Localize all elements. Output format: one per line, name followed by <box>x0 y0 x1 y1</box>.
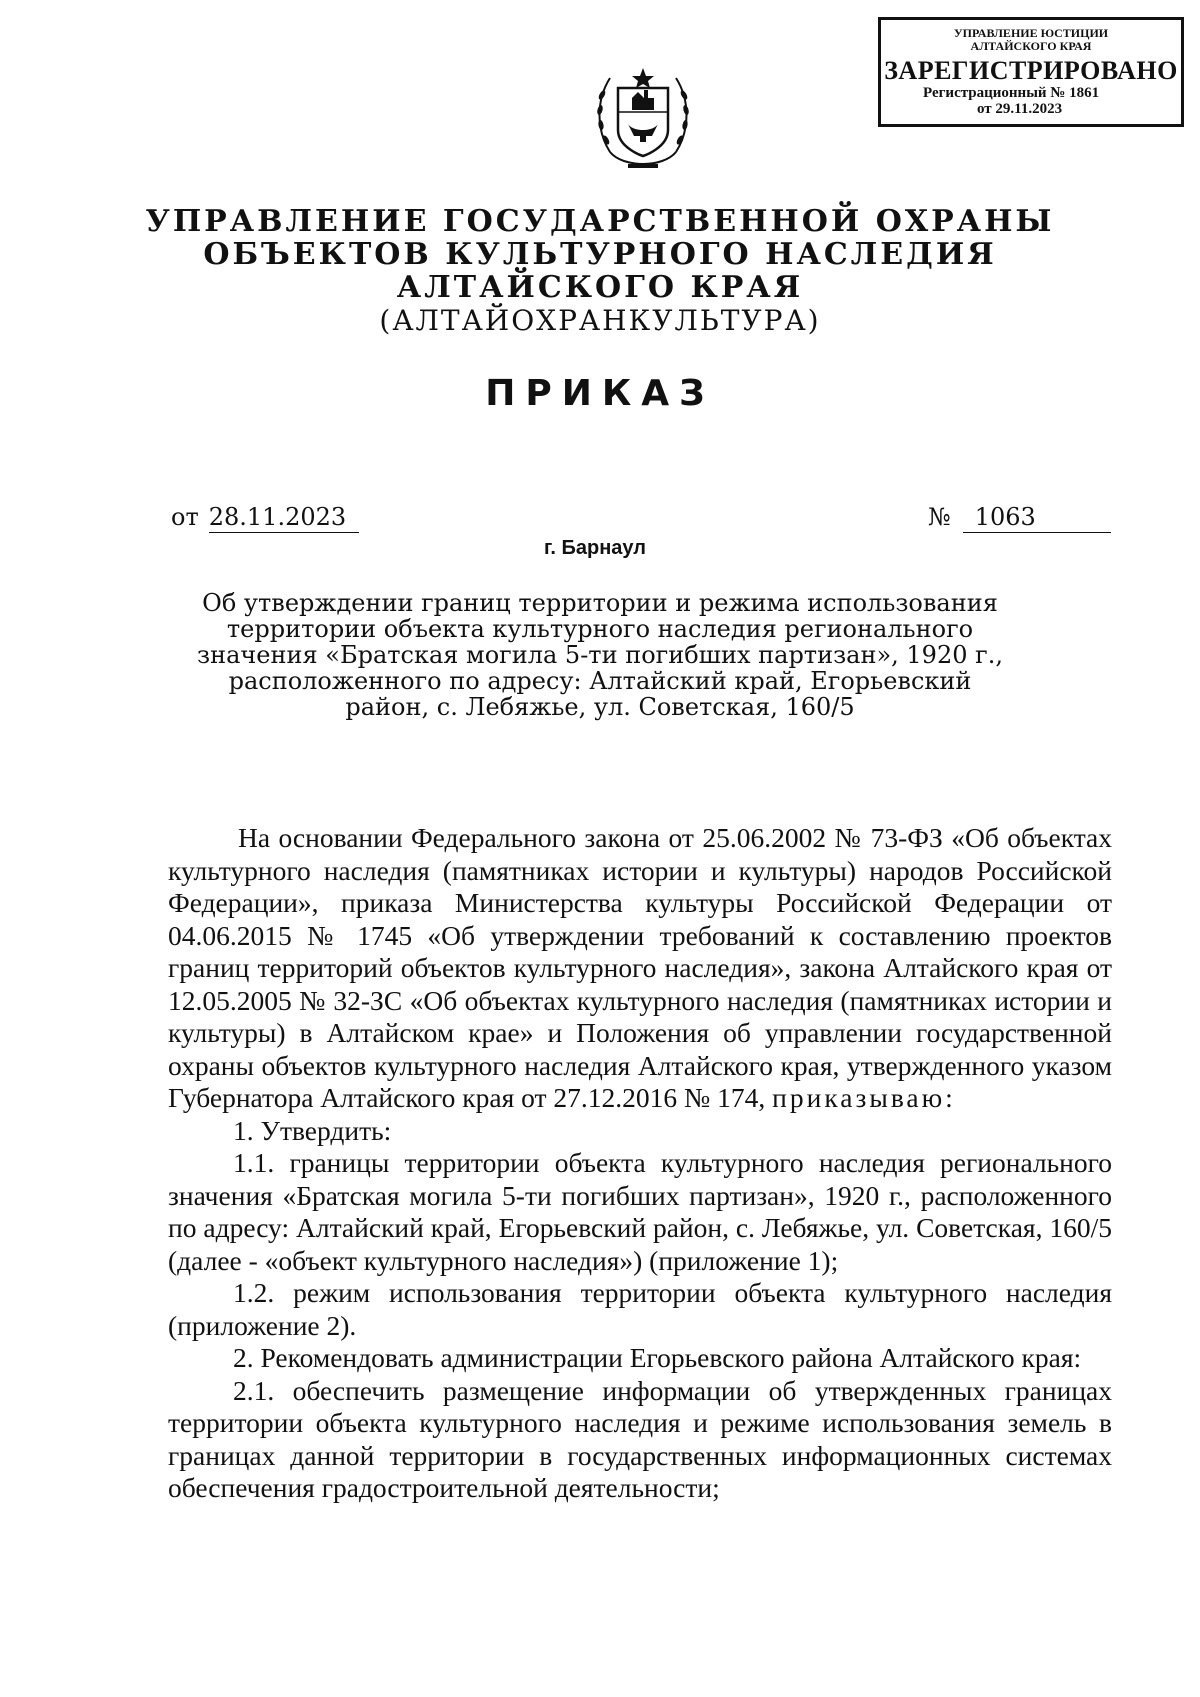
city-name: г. Барнаул <box>544 537 646 559</box>
item-1-1: 1.1. границы территории объекта культурного наследия регионального значения «Братская могила 5-ти погибших партизан», 1920 г., расположенного по адресу: Алтайский край, Егорьевский район, с. Лебяжье, ул. Советская, 160/5 (далее - «объект культурного наследия») (приложение 1); <box>168 1147 1112 1276</box>
stamp-status: ЗАРЕГИСТРИРОВАНО <box>884 56 1178 85</box>
number-prefix: № <box>928 503 951 531</box>
stamp-authority-line1: УПРАВЛЕНИЕ ЮСТИЦИИ <box>953 26 1109 40</box>
registration-stamp <box>878 17 1184 127</box>
order-date <box>171 503 359 533</box>
org-name-line1: УПРАВЛЕНИЕ ГОСУДАРСТВЕННОЙ ОХРАНЫ <box>145 204 1055 239</box>
stamp-reg-date: от 29.11.2023 <box>977 101 1063 117</box>
document-type-title: ПРИКАЗ <box>485 373 715 414</box>
subject-line4: расположенного по адресу: Алтайский край, Егорьевский <box>228 667 972 695</box>
subject-line1: Об утверждении границ территории и режима использования <box>202 589 998 617</box>
organization-name <box>0 205 1200 337</box>
item-1-2: 1.2. режим использования территории объекта культурного наследия (приложение 2). <box>168 1277 1112 1341</box>
stamp-authority-line2: АЛТАЙСКОГО КРАЯ <box>970 39 1092 53</box>
coat-of-arms-emblem <box>588 60 698 180</box>
preamble-paragraph <box>168 822 1112 1115</box>
order-number <box>928 503 1111 533</box>
stamp-reg-number: Регистрационный № 1861 <box>923 85 1100 101</box>
date-prefix: от <box>171 503 199 531</box>
number-value: 1063 <box>963 503 1111 533</box>
order-word: приказываю: <box>772 1082 956 1113</box>
item-1: 1. Утвердить: <box>233 1114 392 1146</box>
subject-line2: территории объекта культурного наследия регионального <box>226 615 974 643</box>
subject-line3: значения «Братская могила 5-ти погибших партизан», 1920 г., <box>197 641 1003 669</box>
order-subject <box>0 590 1200 720</box>
order-body <box>168 822 1112 1505</box>
date-value: 28.11.2023 <box>209 503 359 533</box>
org-name-line2: ОБЪЕКТОВ КУЛЬТУРНОГО НАСЛЕДИЯ <box>203 237 997 272</box>
org-name-line3: АЛТАЙСКОГО КРАЯ <box>396 270 804 305</box>
item-2-1: 2.1. обеспечить размещение информации об утвержденных границах территории объекта культурного наследия и режиме использования земель в границах данной территории в государственных информационных системах обеспечения градостроительной деятельности; <box>168 1374 1112 1503</box>
org-short-name: (АЛТАЙОХРАНКУЛЬТУРА) <box>379 304 821 337</box>
subject-line5: район, с. Лебяжье, ул. Советская, 160/5 <box>345 693 855 721</box>
preamble-text: На основании Федерального закона от 25.06.2002 № 73-ФЗ «Об объектах культурного наследия (памятниках истории и культуры) народов Российской Федерации», приказа Министерства культуры Российской Федерации от 04.06.2015 № 1745 «Об утверждении требований к составлению проектов границ территорий объектов культурного наследия», закона Алтайского края от 12.05.2005 № 32-ЗС «Об объектах культурного наследия (памятниках истории и культуры) в Алтайском крае» и Положения об управлении государственной охраны объектов культурного наследия Алтайского края, утвержденного указом Губернатора Алтайского края от 27.12.2016 № 174, <box>168 822 1112 1113</box>
item-2: 2. Рекомендовать администрации Егорьевского района Алтайского края: <box>233 1342 1082 1373</box>
